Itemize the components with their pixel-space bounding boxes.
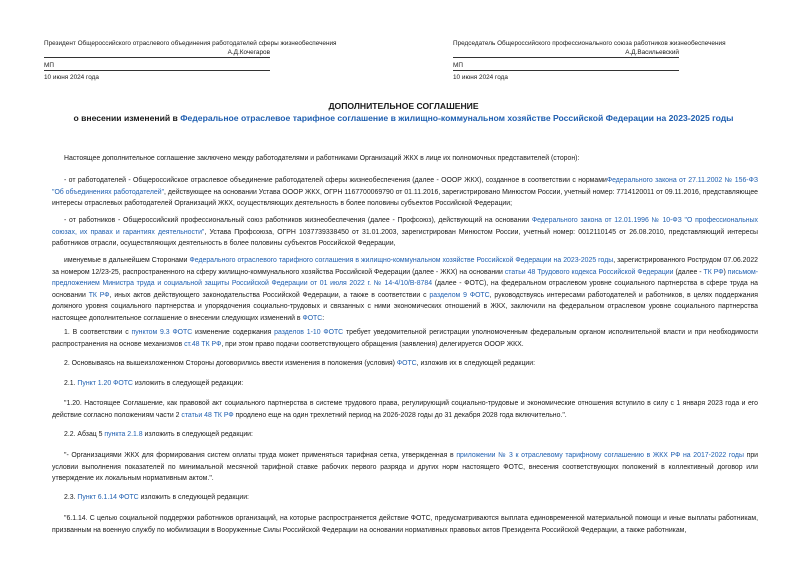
fots-title-link[interactable]: Федеральное отраслевое тарифное соглашение в жилищно-коммунальном хозяйстве Российской Федерации на 2023-2025 годы (180, 113, 734, 123)
fots-link-3[interactable]: ФОТС (396, 360, 417, 367)
quote-2-1-8-text-1: "- Организациями ЖКХ для формирования систем оплаты труда может применяться тарифная сетка, утвержденная в (64, 452, 457, 459)
left-signatory-title: Президент Общероссийского отраслевого объединения работодателей сферы жизнеобеспечения (44, 40, 337, 47)
appendix-3-link[interactable]: приложении № 3 к отраслевому тарифному соглашению в ЖКХ РФ на 2017-2022 годы (456, 452, 744, 459)
parties-text-4: ) (723, 268, 728, 276)
clause-2-2-paragraph (52, 429, 758, 441)
clause-2-3-text-1: 2.3. (64, 494, 78, 501)
clause-2-1-text-1: 2.1. (64, 380, 78, 387)
employers-text-2: , действующее на основании Устава ОООР ЖКХ, ОГРН 1167700069790 от 01.11.2016, зарегистрировано Минюстом России, учетный номер: 7714120011 от 09.11.2016, представляющее интересы отраслевых работодателей Организаций ЖКХ, осуществляющих деятельность в более половины субъектов Российской Федерации; (52, 188, 758, 208)
employers-text-1: - от работодателей - Общероссийское отраслевое объединение работодателей сферы жизнеобеспечения (далее - ОООР ЖКХ), созданное в соответствии с нормами (64, 177, 607, 184)
parties-text-6: , иных актов действующего законодательства Российской Федерации, а также в соответствии с (109, 291, 430, 299)
intro-paragraph: Настоящее дополнительное соглашение заключено между работодателями и работниками Организаций ЖКХ в лице их полномочных представителей (сторон): (64, 155, 580, 162)
clause-2-1-text-2: изложить в следующей редакции: (132, 380, 244, 387)
right-stamp-label: МП (453, 62, 463, 69)
parties-text-3: (далее - (673, 268, 704, 276)
clause-2-1-8-link[interactable]: пункта 2.1.8 (104, 431, 143, 438)
right-signatory-title: Председатель Общероссийского профессионального союза работников жизнеобеспечения (453, 40, 726, 47)
subtitle-prefix: о внесении изменений в (73, 113, 181, 123)
quote-2-1-8-text-2: при условии выполнения показателей по минимальной месячной тарифной ставке рабочих первого разряда и других норм настоящего ФОТС, внесения соответствующих положений в коллективный договор или утверждение их локальным нормативным актом.". (52, 452, 759, 483)
workers-text-1: - от работников - Общероссийский профессиональный союз работников жизнеобеспечения (далее - Профсоюз), действующий на основании (64, 217, 532, 224)
quote-1-20-text-1: "1.20. Настоящее Соглашение, как правовой акт социального партнерства в системе трудового права, регулирующий социально-трудовые и экономические отношения вступило в силу с 1 января 2023 года и его действие согласно положениям части 2 (52, 400, 758, 419)
clause-2-1-paragraph (52, 378, 758, 390)
clause-1-text-4: , при этом право подачи соответствующего обращения (заявления) делегируется ОООР ЖКХ. (221, 340, 524, 348)
clause-2-2-text-2: изложить в следующей редакции: (142, 431, 253, 438)
parties-text-5: (далее - ФОТС), на федеральном отраслевом уровне социального партнерства в сфере труда на основании (52, 280, 758, 299)
section-9-fots-link[interactable]: разделом 9 ФОТС (429, 291, 490, 299)
sections-1-10-link[interactable]: разделов 1-10 ФОТС (274, 329, 344, 336)
clause-6-1-14-link[interactable]: Пункт 6.1.14 ФОТС (77, 494, 139, 501)
clause-2-2-text-1: 2.2. Абзац 5 (64, 431, 105, 438)
document-subtitle (0, 113, 807, 125)
quote-1-20-paragraph (52, 398, 758, 421)
left-stamp-line (44, 70, 270, 71)
right-signature-date: 10 июня 2024 года (453, 74, 508, 81)
law-10-fz-link[interactable]: Федерального закона от 12.01.1996 № 10-ФЗ "О профессиональных союзах, их правах и гарантиях деятельности" (52, 217, 758, 236)
clause-2-text-2: , изложив их в следующей редакции: (416, 360, 536, 367)
clause-2-3-paragraph (52, 492, 758, 504)
law-156-fz-link[interactable]: Федерального закона от 27.11.2002 № 156-ФЗ "Об объединениях работодателей" (52, 177, 758, 196)
clause-1-paragraph (52, 327, 758, 350)
right-signatory-name: А.Д.Васильевский (625, 49, 679, 56)
quote-6-1-14-paragraph: "6.1.14. С целью социальной поддержки работников организаций, на которые распространяется действие ФОТС, предусматриваются выплата единовременной материальной помощи и иные выплаты работникам, призванным на военную службу по мобилизации в Вооруженные Силы Российской Федерации на основании нормативных правовых актов Президента Российской Федерации, а также работникам, (52, 515, 758, 534)
right-signature-line (453, 57, 679, 58)
clause-2-3-text-2: изложить в следующей редакции: (138, 494, 249, 501)
clause-1-text-3: требует уведомительной регистрации уполномоченным федеральным органом исполнительной власти и при необходимости распространения на основе механизмов (52, 329, 758, 348)
parties-text-7: , руководствуясь интересами работодателей и работников, в целях поддержания должного уровня социального партнерства и упорядочения социально-трудовых и связанных с ними экономических отношений в ЖКХ, заключили на федеральном отраслевом уровне социального партнерства настоящее дополнительное соглашение о внесении следующих изменений в (52, 291, 759, 322)
clause-9-3-link[interactable]: пунктом 9.3 ФОТС (131, 329, 193, 336)
tk-art-48-link[interactable]: статьи 48 Трудового кодекса Российской Федерации (504, 268, 674, 276)
clause-1-text-2: изменение содержания (192, 329, 275, 336)
clause-1-text-1: 1. В соответствии с (64, 329, 132, 336)
workers-paragraph (52, 215, 758, 250)
clause-2-paragraph (52, 358, 758, 370)
document-title: ДОПОЛНИТЕЛЬНОЕ СОГЛАШЕНИЕ (328, 101, 479, 111)
parties-text-1: именуемые в дальнейшем Сторонами (64, 257, 190, 264)
clause-2-text-1: 2. Основываясь на вышеизложенном Стороны договорились ввести изменения в положения (условия) (64, 360, 397, 367)
tk-rf-link[interactable]: ТК РФ (703, 268, 724, 276)
employers-paragraph (52, 175, 758, 210)
workers-text-2: , Устава Профсоюза, ОГРН 1037739338450 от 31.01.2003, зарегистрирован Минюстом России, учетный номер: 0012110145 от 26.08.2010, представляющий интересы работников отрасли, осуществляющих деятельность в более половины субъектов Российской Федерации, (52, 228, 758, 248)
tk-rf-link-2[interactable]: ТК РФ (88, 291, 110, 299)
right-stamp-line (453, 70, 679, 71)
parties-paragraph (52, 255, 758, 325)
left-signature-date: 10 июня 2024 года (44, 74, 99, 81)
art-48-tk-link[interactable]: ст.48 ТК РФ (184, 340, 222, 348)
quote-2-1-8-paragraph (52, 450, 758, 485)
quote-1-20-text-2: продлено еще на один трехлетний период на 2026-2028 годы до 31 декабря 2028 года включительно.". (233, 411, 567, 419)
art-48-tk-link-2[interactable]: статьи 48 ТК РФ (181, 411, 234, 419)
fots-link[interactable]: Федерального отраслевого тарифного соглашения в жилищно-коммунальном хозяйстве Российской Федерации на 2023-2025 годы (189, 257, 614, 264)
left-signatory-name: А.Д.Кочегаров (227, 49, 270, 56)
clause-1-20-link[interactable]: Пункт 1.20 ФОТС (77, 380, 133, 387)
parties-text-8: : (322, 314, 325, 322)
left-stamp-label: МП (44, 62, 54, 69)
fots-link-2[interactable]: ФОТС (302, 314, 323, 322)
parties-text-2: , зарегистрированного Рострудом 07.06.2022 за номером 12/23-25, распространенного на сферу жилищно-коммунального хозяйства Российской Федерации (далее - ЖКХ) на основании (52, 257, 758, 276)
left-signature-line (44, 57, 270, 58)
ministry-letter-link[interactable]: письмом-предложением Министра труда и социальной защиты Российской Федерации от 01 июля 2022 г. № 14-4/10/В-8784 (52, 268, 758, 288)
